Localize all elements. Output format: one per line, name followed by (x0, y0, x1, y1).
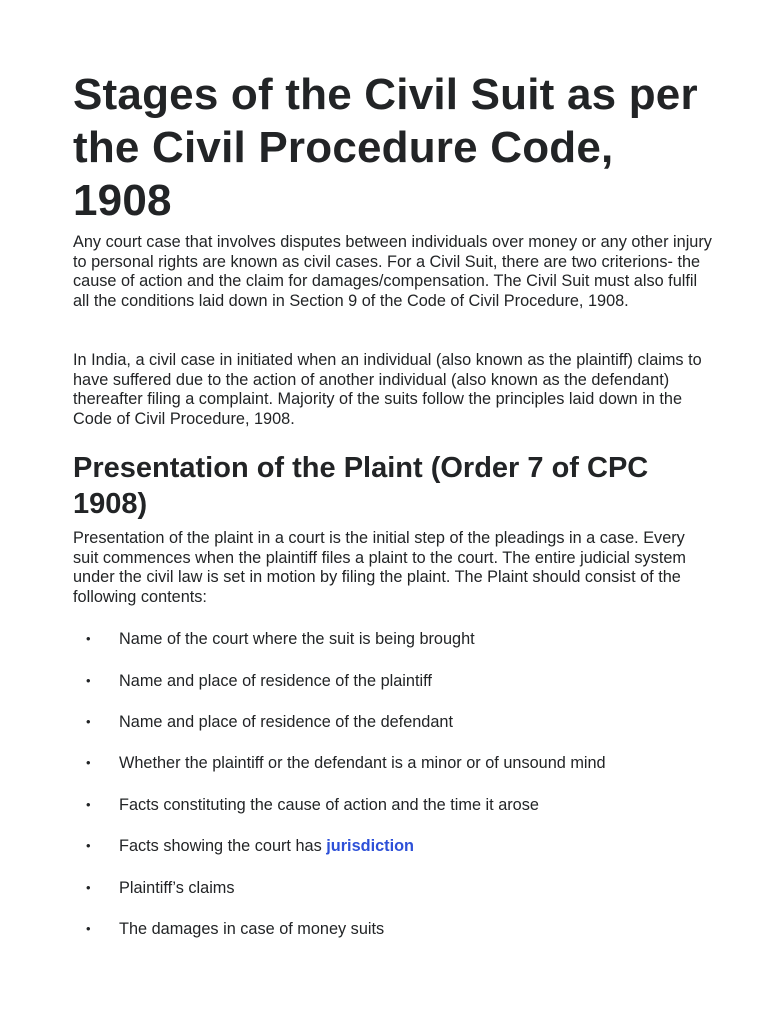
list-item (86, 794, 706, 816)
list-item (86, 835, 706, 857)
bullet-icon: • (86, 880, 91, 895)
bullet-icon: • (86, 755, 91, 770)
list-item (86, 711, 706, 733)
list-item (86, 877, 706, 899)
bullet-icon: • (86, 673, 91, 688)
list-item (86, 628, 706, 650)
list-item-text: Facts constituting the cause of action and the time it arose (119, 796, 539, 814)
page-title: Stages of the Civil Suit as per the Civil Procedure Code, 1908 (73, 70, 698, 225)
intro-paragraph-2: In India, a civil case in initiated when an individual (also known as the plaintiff) claims to have suffered due to the action of another individual (also known as the defendant) thereafter filing a complaint. Majority of the suits follow the principles laid down in the Code of Civil Procedure, 1908. (73, 351, 702, 429)
list-item-text: Plaintiff’s claims (119, 879, 235, 897)
list-item-text: Name and place of residence of the defendant (119, 713, 453, 731)
list-item (86, 752, 706, 774)
list-item-text: The damages in case of money suits (119, 920, 385, 938)
list-item-text: Name of the court where the suit is being brought (119, 630, 475, 648)
bullet-icon: • (86, 797, 91, 812)
list-item (86, 670, 706, 692)
section-heading: Presentation of the Plaint (Order 7 of CPC 1908) (73, 452, 649, 520)
list-item-text (119, 835, 414, 857)
jurisdiction-link[interactable]: jurisdiction (326, 837, 414, 855)
bullet-icon: • (86, 921, 91, 936)
list-item-text: Name and place of residence of the plaintiff (119, 672, 432, 690)
list-item-text: Whether the plaintiff or the defendant is a minor or of unsound mind (119, 754, 606, 772)
list-item-text-prefix: Facts showing the court has (119, 837, 327, 855)
intro-paragraph-1: Any court case that involves disputes between individuals over money or any other injury to personal rights are known as civil cases. For a Civil Suit, there are two criterions- the cause of action and the claim for damages/compensation. The Civil Suit must also fulfil all the conditions laid down in Section 9 of the Code of Civil Procedure, 1908. (73, 233, 712, 311)
section-paragraph: Presentation of the plaint in a court is the initial step of the pleadings in a case. Every suit commences when the plaintiff files a plaint to the court. The entire judicial system under the civil law is set in motion by filing the plaint. The Plaint should consist of the following contents: (73, 529, 686, 607)
list-item (86, 918, 706, 940)
bullet-icon: • (86, 714, 91, 729)
bullet-icon: • (86, 838, 91, 853)
bullet-icon: • (86, 631, 91, 646)
